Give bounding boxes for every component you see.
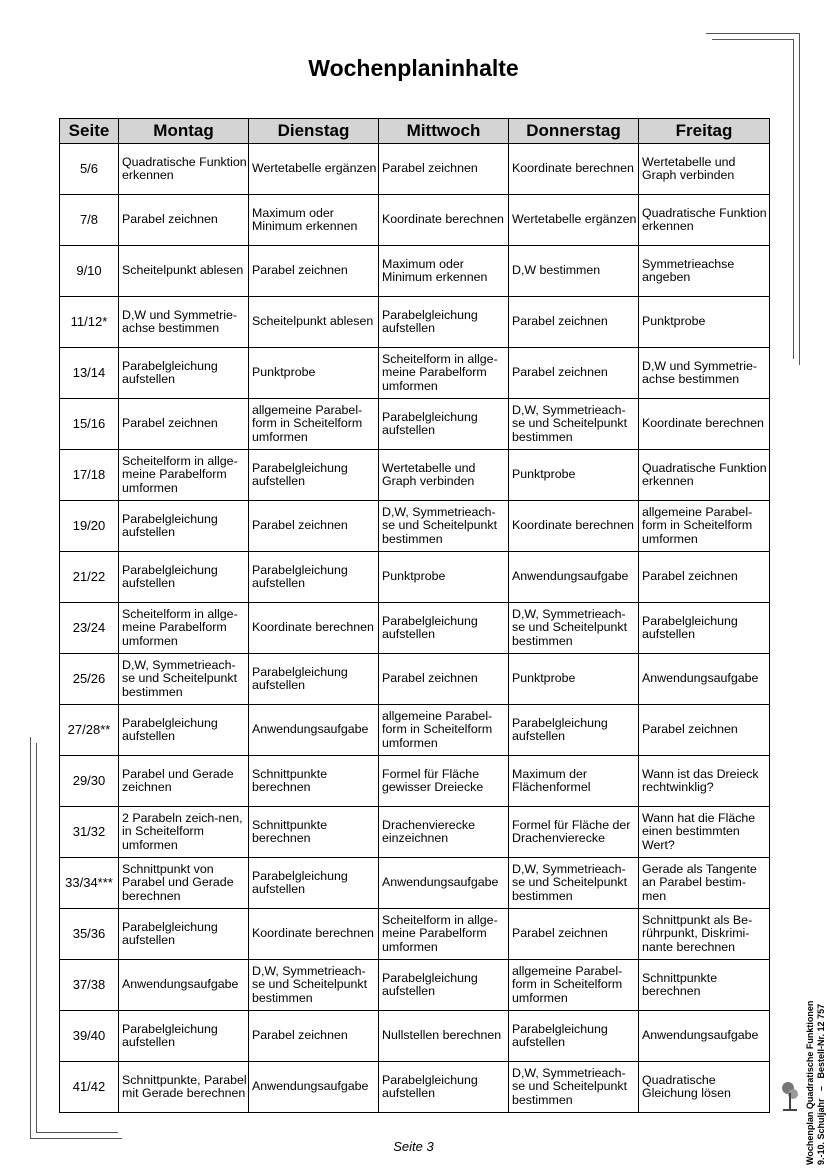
cell-mittwoch: Punktprobe [379,552,509,603]
cell-mittwoch: Parabel zeichnen [379,654,509,705]
cell-dienstag: Punktprobe [249,348,379,399]
table-row [60,297,770,348]
cell-donnerstag: Koordinate berechnen [509,501,639,552]
cell-freitag: Gerade als Tangente an Parabel bestim-men [639,858,770,909]
column-header-freitag: Freitag [639,119,770,144]
table-row [60,399,770,450]
cell-seite: 7/8 [60,195,119,246]
cell-dienstag: Wertetabelle ergänzen [249,144,379,195]
sidebar-line-2: 9.-10. Schuljahr – Bestell-Nr. 12 757 [816,1003,826,1165]
cell-dienstag: Koordinate berechnen [249,603,379,654]
cell-dienstag: Scheitelpunkt ablesen [249,297,379,348]
cell-seite: 23/24 [60,603,119,654]
page-number: Seite 3 [393,1139,434,1154]
cell-donnerstag: Maximum der Flächenformel [509,756,639,807]
table-body [60,144,770,1113]
corner-line-bottom-v1 [30,737,31,1139]
cell-mittwoch: Parabelgleichung aufstellen [379,399,509,450]
cell-mittwoch: Drachenvierecke einzeichnen [379,807,509,858]
cell-seite: 29/30 [60,756,119,807]
cell-donnerstag: Punktprobe [509,450,639,501]
cell-dienstag: Parabelgleichung aufstellen [249,450,379,501]
cell-montag: D,W und Symmetrie-achse bestimmen [119,297,249,348]
cell-seite: 25/26 [60,654,119,705]
publisher-logo-icon [780,1077,800,1117]
cell-donnerstag: D,W, Symmetrieach-se und Scheitelpunkt bestimmen [509,399,639,450]
cell-donnerstag: D,W bestimmen [509,246,639,297]
column-header-mittwoch: Mittwoch [379,119,509,144]
cell-mittwoch: D,W, Symmetrieach-se und Scheitelpunkt bestimmen [379,501,509,552]
table-row [60,858,770,909]
cell-dienstag: allgemeine Parabel-form in Scheitelform umformen [249,399,379,450]
cell-montag: Scheitelform in allge-meine Parabelform umformen [119,450,249,501]
cell-donnerstag: Formel für Fläche der Drachenvierecke [509,807,639,858]
corner-line-top-h1 [706,33,800,34]
cell-freitag: D,W und Symmetrie-achse bestimmen [639,348,770,399]
cell-freitag: Wann ist das Dreieck rechtwinklig? [639,756,770,807]
cell-dienstag: Schnittpunkte berechnen [249,807,379,858]
cell-montag: D,W, Symmetrieach-se und Scheitelpunkt bestimmen [119,654,249,705]
cell-montag: Quadratische Funktion erkennen [119,144,249,195]
cell-donnerstag: D,W, Symmetrieach-se und Scheitelpunkt bestimmen [509,603,639,654]
cell-freitag: Quadratische Funktion erkennen [639,450,770,501]
cell-freitag: Anwendungsaufgabe [639,654,770,705]
cell-montag: Parabelgleichung aufstellen [119,552,249,603]
column-header-montag: Montag [119,119,249,144]
table-header-row [60,119,770,144]
cell-freitag: Schnittpunkt als Be-rührpunkt, Diskrimi-nante berechnen [639,909,770,960]
cell-freitag: Quadratische Funktion erkennen [639,195,770,246]
cell-dienstag: Schnittpunkte berechnen [249,756,379,807]
table-row [60,909,770,960]
cell-seite: 15/16 [60,399,119,450]
cell-montag: Parabel zeichnen [119,195,249,246]
table-row [60,960,770,1011]
cell-montag: Schnittpunkte, Parabel mit Gerade berechnen [119,1062,249,1113]
cell-seite: 37/38 [60,960,119,1011]
cell-donnerstag: allgemeine Parabel-form in Scheitelform umformen [509,960,639,1011]
cell-montag: Scheitelform in allge-meine Parabelform umformen [119,603,249,654]
cell-mittwoch: Parabelgleichung aufstellen [379,603,509,654]
cell-mittwoch: Koordinate berechnen [379,195,509,246]
cell-dienstag: Parabelgleichung aufstellen [249,552,379,603]
cell-seite: 31/32 [60,807,119,858]
cell-freitag: Wertetabelle und Graph verbinden [639,144,770,195]
table-row [60,501,770,552]
table-row [60,450,770,501]
page-title: Wochenplaninhalte [308,55,519,81]
cell-montag: Parabel zeichnen [119,399,249,450]
cell-freitag: Symmetrieachse angeben [639,246,770,297]
corner-line-top-v2 [793,39,794,359]
cell-freitag: Parabel zeichnen [639,552,770,603]
column-header-dienstag: Dienstag [249,119,379,144]
cell-freitag: Parabel zeichnen [639,705,770,756]
cell-dienstag: Maximum oder Minimum erkennen [249,195,379,246]
cell-mittwoch: Parabelgleichung aufstellen [379,960,509,1011]
table-row [60,654,770,705]
cell-montag: Parabelgleichung aufstellen [119,909,249,960]
table-row [60,246,770,297]
cell-dienstag: Parabel zeichnen [249,1011,379,1062]
cell-mittwoch: Formel für Fläche gewisser Dreiecke [379,756,509,807]
cell-mittwoch: allgemeine Parabel-form in Scheitelform umformen [379,705,509,756]
cell-montag: Parabelgleichung aufstellen [119,501,249,552]
cell-freitag: Koordinate berechnen [639,399,770,450]
cell-dienstag: Parabelgleichung aufstellen [249,858,379,909]
cell-seite: 35/36 [60,909,119,960]
cell-montag: Parabel und Gerade zeichnen [119,756,249,807]
week-plan-table [59,118,770,1113]
cell-donnerstag: Punktprobe [509,654,639,705]
cell-montag: Parabelgleichung aufstellen [119,1011,249,1062]
cell-seite: 17/18 [60,450,119,501]
corner-line-top-v1 [799,33,800,365]
cell-montag: Parabelgleichung aufstellen [119,705,249,756]
cell-donnerstag: Parabel zeichnen [509,348,639,399]
table-row [60,756,770,807]
cell-mittwoch: Parabel zeichnen [379,144,509,195]
cell-donnerstag: Parabelgleichung aufstellen [509,1011,639,1062]
cell-seite: 41/42 [60,1062,119,1113]
cell-dienstag: Koordinate berechnen [249,909,379,960]
table-row [60,348,770,399]
cell-montag: Scheitelpunkt ablesen [119,246,249,297]
cell-seite: 11/12* [60,297,119,348]
cell-mittwoch: Maximum oder Minimum erkennen [379,246,509,297]
cell-montag: Schnittpunkt von Parabel und Gerade berechnen [119,858,249,909]
cell-seite: 9/10 [60,246,119,297]
cell-dienstag: Parabel zeichnen [249,501,379,552]
cell-mittwoch: Scheitelform in allge-meine Parabelform umformen [379,909,509,960]
cell-seite: 5/6 [60,144,119,195]
cell-donnerstag: Parabel zeichnen [509,297,639,348]
cell-dienstag: Parabelgleichung aufstellen [249,654,379,705]
table-row [60,603,770,654]
cell-donnerstag: Wertetabelle ergänzen [509,195,639,246]
column-header-donnerstag: Donnerstag [509,119,639,144]
table-row [60,807,770,858]
cell-freitag: allgemeine Parabel-form in Scheitelform umformen [639,501,770,552]
column-header-seite: Seite [60,119,119,144]
cell-dienstag: D,W, Symmetrieach-se und Scheitelpunkt bestimmen [249,960,379,1011]
cell-seite: 39/40 [60,1011,119,1062]
cell-mittwoch: Nullstellen berechnen [379,1011,509,1062]
cell-freitag: Schnittpunkte berechnen [639,960,770,1011]
cell-seite: 13/14 [60,348,119,399]
cell-donnerstag: D,W, Symmetrieach-se und Scheitelpunkt bestimmen [509,1062,639,1113]
corner-line-bottom-v2 [36,743,37,1133]
cell-mittwoch: Anwendungsaufgabe [379,858,509,909]
cell-seite: 27/28** [60,705,119,756]
cell-dienstag: Anwendungsaufgabe [249,1062,379,1113]
cell-donnerstag: Koordinate berechnen [509,144,639,195]
table-row [60,1062,770,1113]
cell-freitag: Punktprobe [639,297,770,348]
cell-donnerstag: Anwendungsaufgabe [509,552,639,603]
cell-donnerstag: Parabel zeichnen [509,909,639,960]
sidebar-line-1: Wochenplan Quadratische Funktionen [805,1000,815,1165]
cell-dienstag: Parabel zeichnen [249,246,379,297]
cell-montag: Parabelgleichung aufstellen [119,348,249,399]
cell-mittwoch: Wertetabelle und Graph verbinden [379,450,509,501]
cell-montag: Anwendungsaufgabe [119,960,249,1011]
cell-seite: 21/22 [60,552,119,603]
cell-donnerstag: D,W, Symmetrieach-se und Scheitelpunkt bestimmen [509,858,639,909]
table-row [60,552,770,603]
cell-freitag: Parabelgleichung aufstellen [639,603,770,654]
cell-mittwoch: Parabelgleichung aufstellen [379,297,509,348]
table-row [60,195,770,246]
cell-dienstag: Anwendungsaufgabe [249,705,379,756]
cell-seite: 33/34*** [60,858,119,909]
cell-freitag: Wann hat die Fläche einen bestimmten Wert? [639,807,770,858]
corner-line-bottom-h2 [36,1132,118,1133]
cell-mittwoch: Parabelgleichung aufstellen [379,1062,509,1113]
cell-freitag: Anwendungsaufgabe [639,1011,770,1062]
table-row [60,144,770,195]
table-row [60,1011,770,1062]
cell-montag: 2 Parabeln zeich-nen, in Scheitelform umformen [119,807,249,858]
cell-seite: 19/20 [60,501,119,552]
table-row [60,705,770,756]
corner-line-top-h2 [712,39,794,40]
cell-donnerstag: Parabelgleichung aufstellen [509,705,639,756]
cell-freitag: Quadratische Gleichung lösen [639,1062,770,1113]
cell-mittwoch: Scheitelform in allge-meine Parabelform umformen [379,348,509,399]
